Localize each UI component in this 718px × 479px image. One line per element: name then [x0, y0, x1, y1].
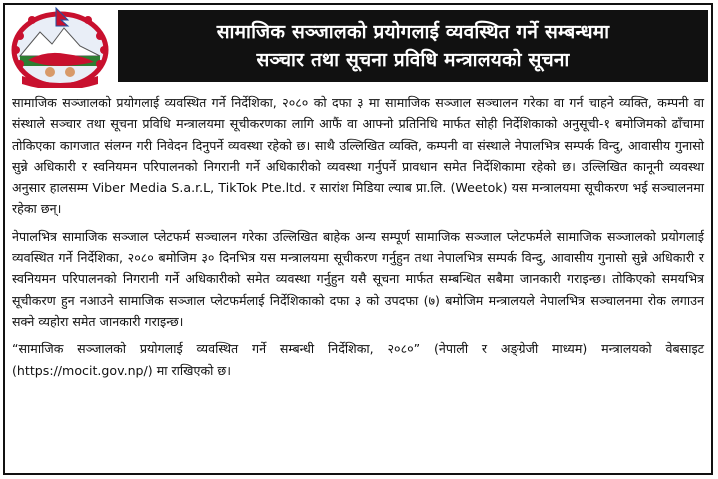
notice-title-line-2: सञ्चार तथा सूचना प्रविधि मन्त्रालयको सूचना — [256, 49, 570, 71]
notice-paragraph-2: नेपालभित्र सामाजिक सञ्जाल प्लेटफर्म सञ्चालन गरेका उल्लिखित बाहेक अन्य सम्पूर्ण सामाजिक सञ्जाल प्लेटफर्मले सामाजिक सञ्जालको प्रयोगलाई व्यवस्थित गर्ने निर्देशिका, २०८० बमोजिम ३० दिनभित्र यस मन्त्रालयमा सूचीकरण गर्नुहुन तथा नेपालभित्र सम्पर्क विन्दु, आवासीय गुनासो सुन्ने अधिकारी र स्वनियमन परिपालनको निगरानी गर्ने अधिकारीको समेत व्यवस्था गर्नुहुन यसै सूचना मार्फत सम्बन्धित सबैमा जानकारी गराइन्छ। तोकिएको समयभित्र सूचीकरण हुन नआउने सामाजिक सञ्जाल प्लेटफर्मलाई निर्देशिकाको दफा ३ को उपदफा (७) बमोजिम मन्त्रालयले नेपालभित्र सञ्चालनमा रोक लगाउन सक्ने व्यहोरा समेत जानकारी गराइन्छ। — [12, 228, 704, 329]
notice-title-box — [118, 10, 708, 82]
notice-body — [12, 92, 704, 387]
nepal-government-emblem-icon — [6, 6, 114, 88]
notice-paragraph-1: सामाजिक सञ्जालको प्रयोगलाई व्यवस्थित गर्ने निर्देशिका, २०८० को दफा ३ मा सामाजिक सञ्जाल सञ्चालन गरेका वा गर्न चाहने व्यक्ति, कम्पनी वा संस्थाले सञ्चार तथा सूचना प्रविधि मन्त्रालयमा सूचीकरणका लागि आफैं वा आफ्नो प्रतिनिधि मार्फत सोही निर्देशिकाको अनुसूची-१ बमोजिमको ढाँचामा तोकिएका कागजात संलग्न गरी निवेदन दिनुपर्ने व्यवस्था रहेको छ। साथै उल्लिखित व्यक्ति, कम्पनी वा संस्थाले नेपालभित्र सम्पर्क विन्दु, आवासीय गुनासो सुन्ने अधिकारी र स्वनियमन परिपालनको निगरानी गर्ने अधिकारीको व्यवस्था गर्नुपर्ने प्रावधान समेत निर्देशिकामा रहेको छ। उल्लिखित कानूनी व्यवस्था अनुसार हालसम्म Viber Media S.a.r.L, TikTok Pte.ltd. र सारांश मिडिया ल्याब प्रा.लि. (Weetok) यस मन्त्रालयमा सूचीकरण भई सञ्चालनमा रहेका छन्। — [12, 95, 704, 217]
notice-paragraph-3: “सामाजिक सञ्जालको प्रयोगलाई व्यवस्थित गर्ने सम्बन्धी निर्देशिका, २०८०” (नेपाली र अङ्ग्रेजी माध्यम) मन्त्रालयको वेबसाइट (https://mocit.gov.np/) मा राखिएको छ। — [12, 341, 704, 378]
notice-title-line-1: सामाजिक सञ्जालको प्रयोगलाई व्यवस्थित गर्ने सम्बन्धमा — [216, 21, 610, 43]
